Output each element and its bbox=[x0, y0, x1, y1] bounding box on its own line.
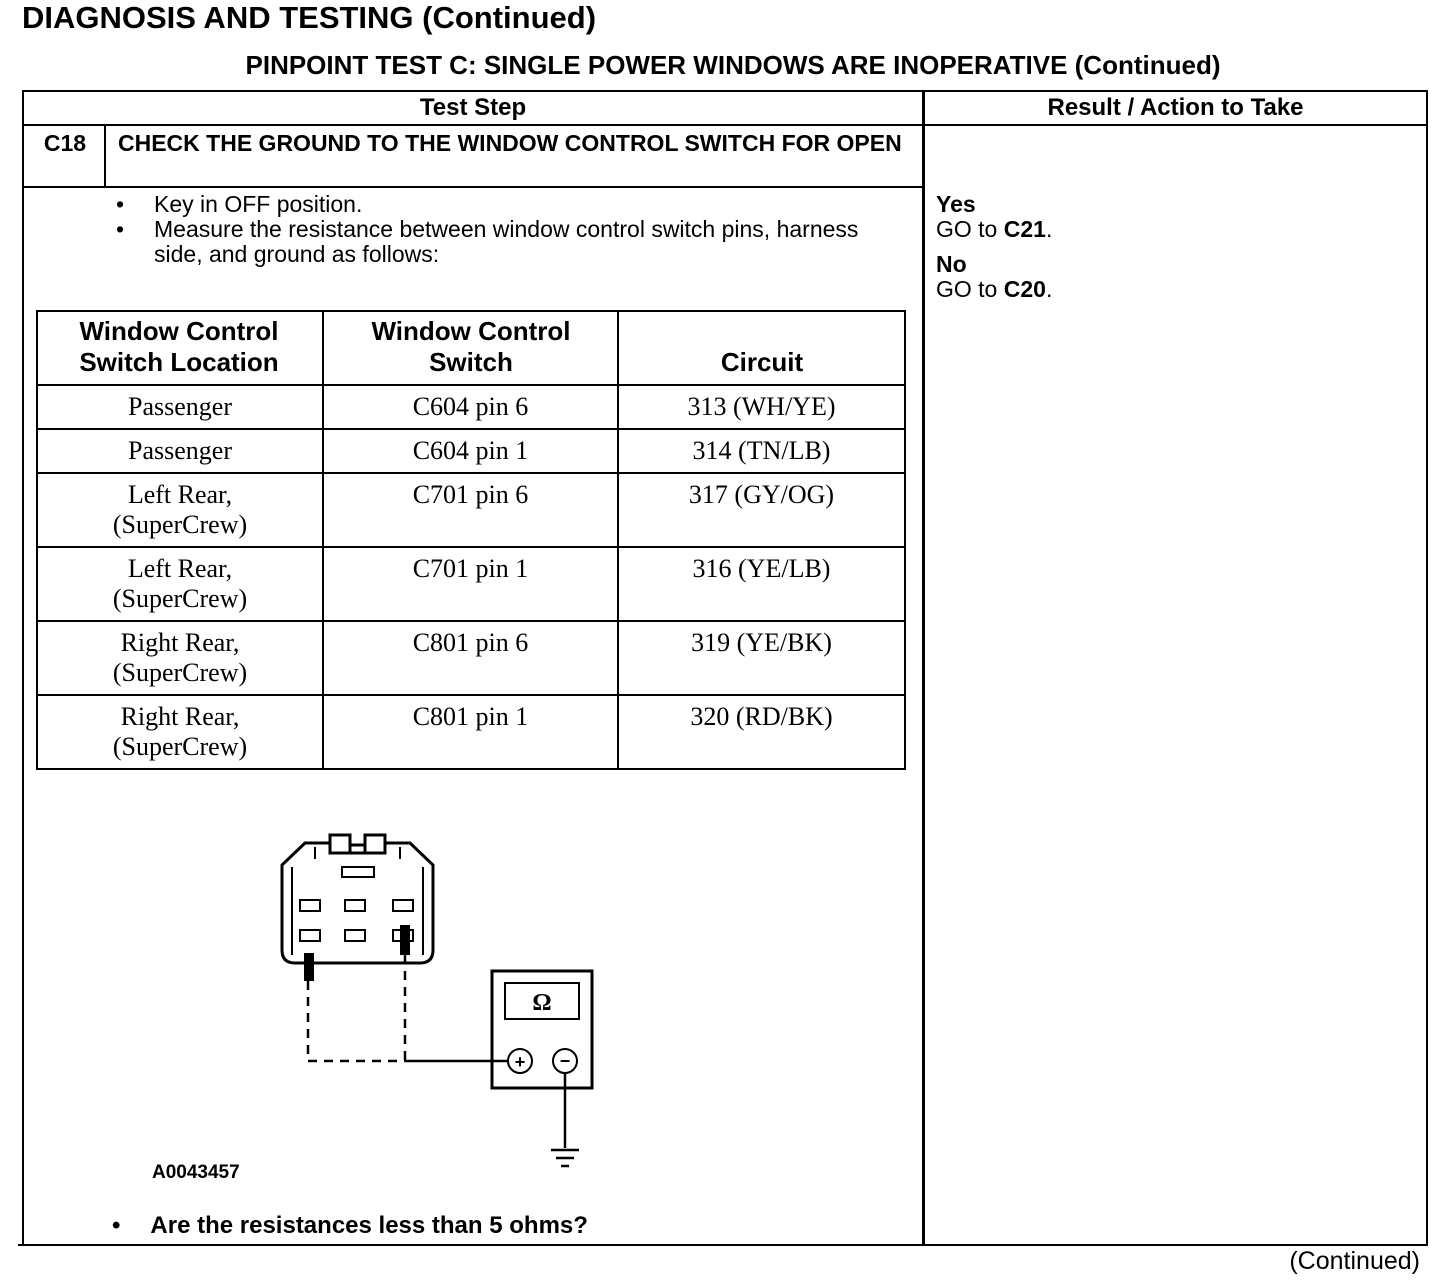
table-cell-switch: C801 pin 1 bbox=[412, 702, 529, 731]
table-cell-circuit: 319 (YE/BK) bbox=[691, 628, 832, 657]
bullet: • bbox=[116, 191, 125, 217]
no-suffix: . bbox=[1045, 276, 1053, 302]
table-cell-switch: C701 pin 6 bbox=[412, 480, 529, 509]
plus-symbol: + bbox=[514, 1052, 526, 1072]
connector-latch bbox=[330, 835, 385, 853]
table-cell-location: Passenger bbox=[128, 392, 232, 421]
table-cell-circuit: 317 (GY/OG) bbox=[688, 480, 835, 509]
pinpoint-test-title: PINPOINT TEST C: SINGLE POWER WINDOWS ARE INOPERATIVE (Continued) bbox=[245, 50, 1221, 80]
col-header-switch: Window Control Switch bbox=[371, 316, 571, 377]
col-header-location: Window Control Switch Location bbox=[79, 316, 279, 377]
minus-symbol: − bbox=[559, 1051, 571, 1071]
ohm-symbol: Ω bbox=[532, 990, 552, 1016]
ohmmeter-diagram bbox=[260, 825, 620, 1175]
table-cell-switch: C801 pin 6 bbox=[412, 628, 529, 657]
table-cell-circuit: 313 (WH/YE) bbox=[687, 392, 836, 421]
pin-table-border-top bbox=[36, 310, 906, 312]
pin-table-col-divider-1 bbox=[322, 310, 324, 770]
instruction-text: Key in OFF position. bbox=[154, 191, 363, 217]
pin-table-border-bottom bbox=[36, 768, 906, 770]
col-header-circuit: Circuit bbox=[720, 347, 804, 377]
bullet: • bbox=[112, 1212, 121, 1239]
table-cell-location: Passenger bbox=[128, 436, 232, 465]
pin-table-row-divider bbox=[36, 384, 906, 386]
table-cell-circuit: 320 (RD/BK) bbox=[690, 702, 833, 731]
table-cell-location: Right Rear, (SuperCrew) bbox=[112, 702, 248, 761]
pin-table-row-divider bbox=[36, 428, 906, 430]
bullet: • bbox=[116, 216, 125, 242]
no-target-link[interactable]: C20 bbox=[1003, 276, 1046, 302]
result-yes bbox=[936, 192, 1052, 242]
pin-cavity bbox=[300, 900, 320, 911]
instruction-2 bbox=[116, 217, 876, 267]
no-prefix: GO to bbox=[936, 276, 1004, 302]
table-cell-switch: C701 pin 1 bbox=[412, 554, 529, 583]
connector-lock bbox=[342, 867, 374, 877]
pin-cavity bbox=[345, 900, 365, 911]
instruction-1 bbox=[116, 192, 896, 217]
pin-table-row-divider bbox=[36, 472, 906, 474]
question-text: Are the resistances less than 5 ohms? bbox=[150, 1212, 588, 1239]
ground-symbol bbox=[551, 1150, 579, 1166]
question bbox=[112, 1212, 588, 1240]
pin-table-row-divider bbox=[36, 546, 906, 548]
frame-right bbox=[1426, 90, 1428, 1246]
connector-body bbox=[282, 843, 433, 963]
pin-table-row-divider bbox=[36, 620, 906, 622]
pin-table-border-right bbox=[904, 310, 906, 770]
header-result-action: Result / Action to Take bbox=[1047, 94, 1304, 121]
header-test-step: Test Step bbox=[419, 94, 527, 121]
frame-bottom bbox=[18, 1244, 1428, 1246]
continued-label: (Continued) bbox=[1289, 1247, 1420, 1275]
pin-table-border-left bbox=[36, 310, 38, 770]
figure-id: A0043457 bbox=[152, 1162, 240, 1183]
pin-table bbox=[36, 310, 906, 770]
ohmmeter bbox=[492, 971, 592, 1088]
instruction-text: Measure the resistance between window control switch pins, harness side, and ground as follows: bbox=[154, 216, 859, 267]
step-title-bottom bbox=[22, 186, 924, 188]
table-cell-location: Right Rear, (SuperCrew) bbox=[112, 628, 248, 687]
page-title: DIAGNOSIS AND TESTING (Continued) bbox=[22, 0, 597, 35]
yes-target-link[interactable]: C21 bbox=[1003, 216, 1046, 242]
frame-divider bbox=[922, 90, 925, 1246]
probe-lead-1 bbox=[308, 981, 405, 1061]
pin-cavity bbox=[300, 930, 320, 941]
frame-header-bottom bbox=[22, 124, 1428, 126]
probe-tip-pin bbox=[400, 925, 410, 955]
table-cell-location: Left Rear, (SuperCrew) bbox=[112, 480, 248, 539]
pin-cavity bbox=[345, 930, 365, 941]
step-id: C18 bbox=[43, 130, 87, 156]
yes-label: Yes bbox=[936, 191, 976, 217]
result-no bbox=[936, 252, 1052, 302]
table-cell-switch: C604 pin 1 bbox=[412, 436, 529, 465]
yes-suffix: . bbox=[1045, 216, 1053, 242]
frame-top bbox=[22, 90, 1428, 92]
frame-left bbox=[22, 90, 24, 1246]
step-title: CHECK THE GROUND TO THE WINDOW CONTROL SWITCH FOR OPEN bbox=[118, 130, 902, 156]
no-label: No bbox=[936, 251, 967, 277]
pin-table-row-divider bbox=[36, 694, 906, 696]
table-cell-circuit: 314 (TN/LB) bbox=[692, 436, 831, 465]
table-cell-switch: C604 pin 6 bbox=[412, 392, 529, 421]
yes-prefix: GO to bbox=[936, 216, 1004, 242]
pin-cavity bbox=[393, 900, 413, 911]
table-cell-circuit: 316 (YE/LB) bbox=[692, 554, 831, 583]
probe-tip-ground bbox=[304, 953, 314, 981]
pin-table-col-divider-2 bbox=[617, 310, 619, 770]
table-cell-location: Left Rear, (SuperCrew) bbox=[112, 554, 248, 613]
